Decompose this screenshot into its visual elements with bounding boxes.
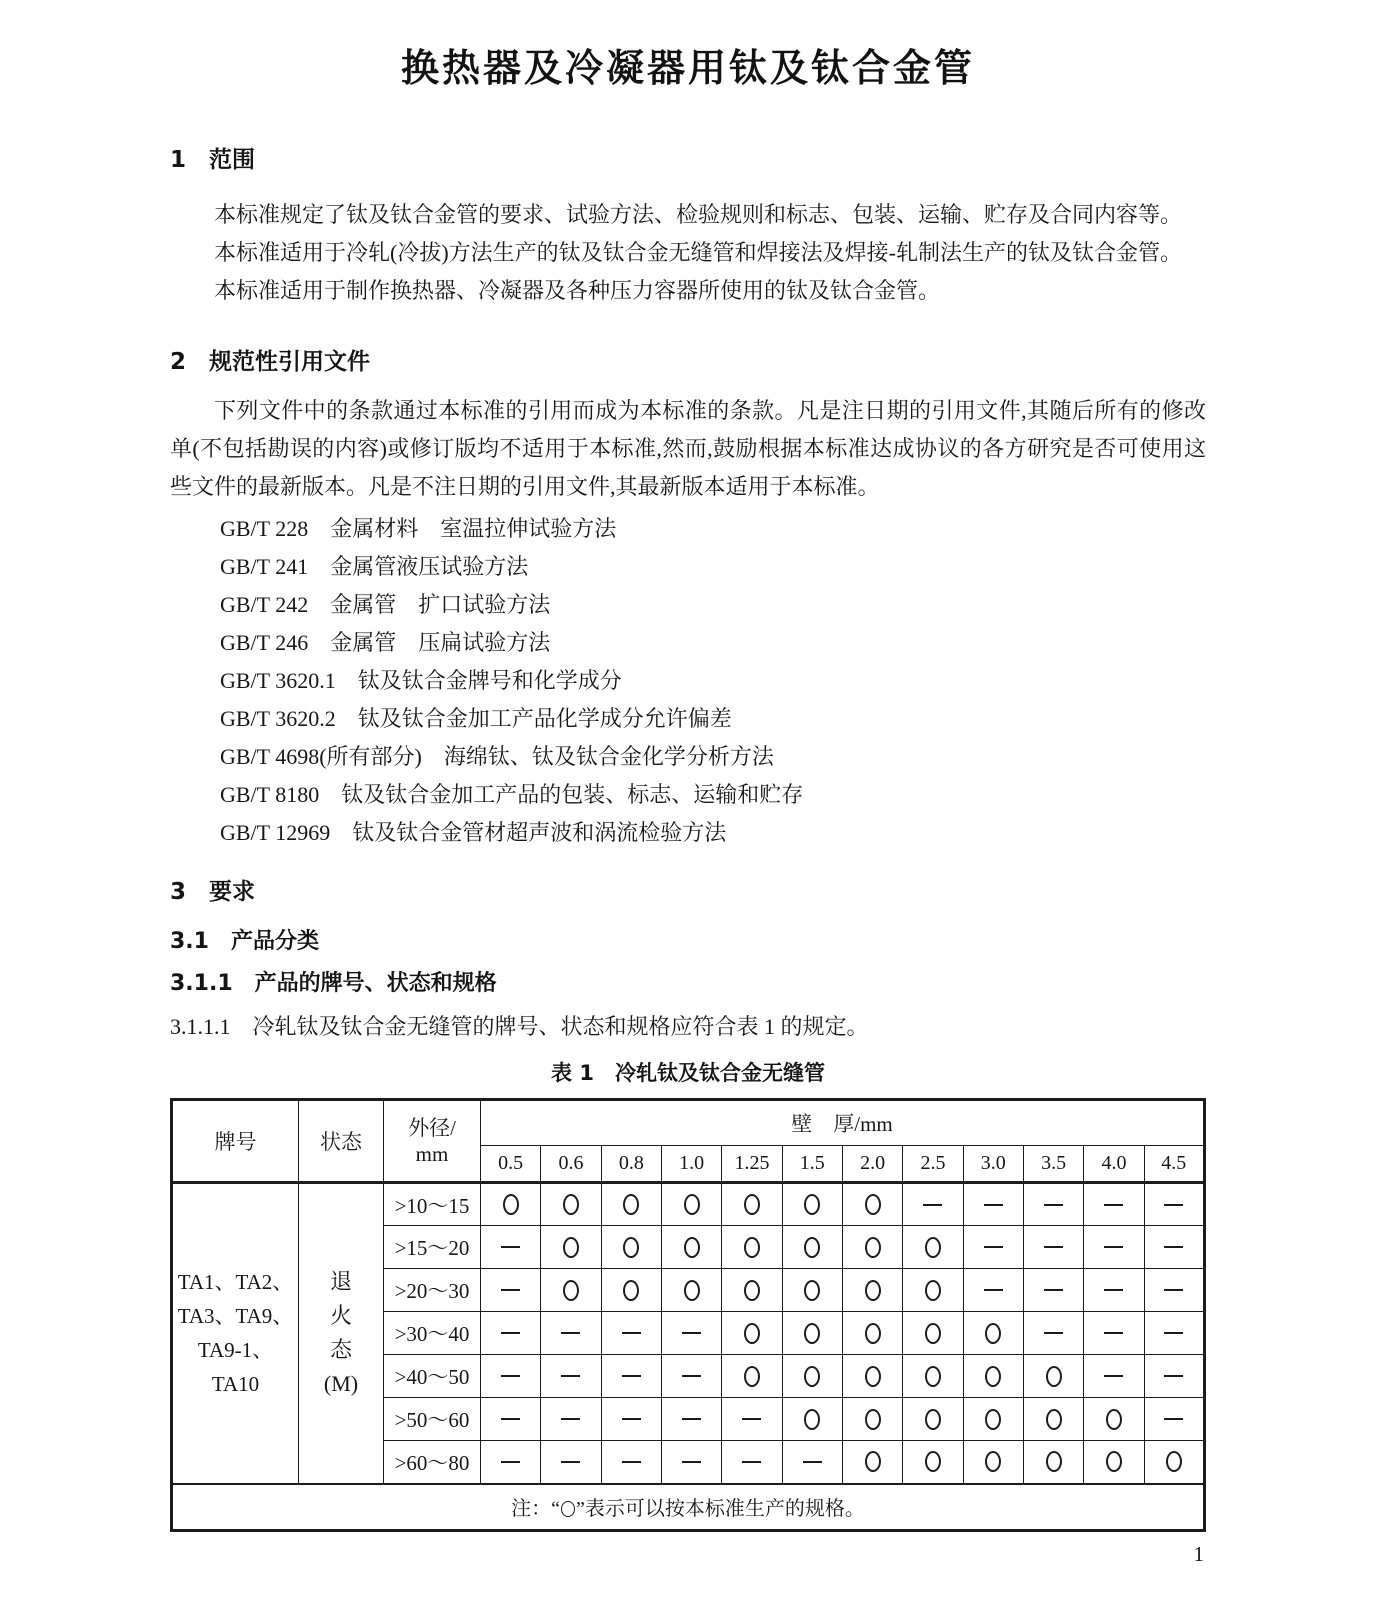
- table-note: [172, 1484, 1205, 1531]
- dash-icon: [742, 1461, 761, 1463]
- reference-item: GB/T 228 金属材料 室温拉伸试验方法: [220, 516, 617, 541]
- circle-icon: [744, 1323, 760, 1344]
- thickness-col-header: 1.5: [782, 1146, 842, 1183]
- section-1-paragraph: 本标准规定了钛及钛合金管的要求、试验方法、检验规则和标志、包装、运输、贮存及合同内容等。: [214, 202, 1183, 227]
- dash-icon: [1104, 1289, 1123, 1291]
- unavailable-cell: [1023, 1269, 1083, 1312]
- circle-icon: [804, 1280, 820, 1301]
- table-1-note-row: [172, 1484, 1205, 1531]
- circle-icon: [561, 1501, 575, 1517]
- dash-icon: [682, 1375, 701, 1377]
- available-cell: [601, 1269, 661, 1312]
- state-line: (M): [323, 1371, 359, 1397]
- circle-icon: [1106, 1409, 1122, 1430]
- available-cell: [722, 1183, 782, 1226]
- dash-icon: [622, 1461, 641, 1463]
- grade-line: TA9-1、: [197, 1338, 274, 1363]
- od-range-cell: >50～60: [384, 1398, 481, 1441]
- dash-icon: [984, 1246, 1003, 1248]
- dash-icon: [1044, 1289, 1063, 1291]
- table-1-header: [172, 1100, 1205, 1183]
- thickness-col-header: 3.0: [963, 1146, 1023, 1183]
- circle-icon: [925, 1451, 941, 1472]
- grade-line: TA10: [211, 1372, 260, 1397]
- available-cell: [541, 1226, 601, 1269]
- available-cell: [963, 1441, 1023, 1484]
- available-cell: [842, 1355, 902, 1398]
- dash-icon: [501, 1461, 520, 1463]
- circle-icon: [744, 1280, 760, 1301]
- circle-icon: [503, 1194, 519, 1215]
- note-text-prefix: 注：“: [511, 1498, 560, 1520]
- unavailable-cell: [722, 1398, 782, 1441]
- unavailable-cell: [481, 1226, 541, 1269]
- dash-icon: [622, 1332, 641, 1334]
- thickness-col-header: 3.5: [1023, 1146, 1083, 1183]
- circle-icon: [744, 1366, 760, 1387]
- dash-icon: [561, 1418, 580, 1420]
- od-range-cell: >15～20: [384, 1226, 481, 1269]
- dash-icon: [1164, 1289, 1183, 1291]
- section-1-paragraph: 本标准适用于冷轧(冷拔)方法生产的钛及钛合金无缝管和焊接法及焊接-轧制法生产的钛及钛合金管。: [214, 240, 1182, 265]
- dash-icon: [1164, 1204, 1183, 1206]
- circle-icon: [985, 1366, 1001, 1387]
- circle-icon: [1166, 1451, 1182, 1472]
- unavailable-cell: [1084, 1312, 1144, 1355]
- circle-icon: [623, 1194, 639, 1215]
- unavailable-cell: [963, 1269, 1023, 1312]
- circle-icon: [925, 1323, 941, 1344]
- available-cell: [963, 1355, 1023, 1398]
- available-cell: [661, 1183, 721, 1226]
- unavailable-cell: [782, 1441, 842, 1484]
- available-cell: [903, 1441, 963, 1484]
- thickness-col-header: 1.25: [722, 1146, 782, 1183]
- unavailable-cell: [541, 1355, 601, 1398]
- table-row: [172, 1183, 1205, 1226]
- unavailable-cell: [601, 1312, 661, 1355]
- state-cell: [299, 1183, 384, 1484]
- reference-item: GB/T 242 金属管 扩口试验方法: [220, 592, 551, 617]
- available-cell: [842, 1226, 902, 1269]
- available-cell: [481, 1183, 541, 1226]
- unavailable-cell: [1084, 1226, 1144, 1269]
- available-cell: [782, 1183, 842, 1226]
- document-title: 换热器及冷凝器用钛及钛合金管: [400, 46, 975, 90]
- available-cell: [782, 1269, 842, 1312]
- unavailable-cell: [1023, 1226, 1083, 1269]
- circle-icon: [623, 1280, 639, 1301]
- thickness-col-header: 2.0: [842, 1146, 902, 1183]
- available-cell: [842, 1269, 902, 1312]
- reference-list: [170, 510, 1206, 852]
- circle-icon: [804, 1409, 820, 1430]
- reference-item: GB/T 241 金属管液压试验方法: [220, 554, 529, 579]
- dash-icon: [1044, 1246, 1063, 1248]
- unavailable-cell: [661, 1441, 721, 1484]
- od-range-cell: >60～80: [384, 1441, 481, 1484]
- section-3-1-heading: 3.1 产品分类: [170, 929, 319, 954]
- section-1-paragraph: 本标准适用于制作换热器、冷凝器及各种压力容器所使用的钛及钛合金管。: [214, 278, 941, 303]
- thickness-col-header: 0.6: [541, 1146, 601, 1183]
- unavailable-cell: [541, 1398, 601, 1441]
- circle-icon: [563, 1237, 579, 1258]
- circle-icon: [1046, 1409, 1062, 1430]
- dash-icon: [682, 1332, 701, 1334]
- unavailable-cell: [481, 1269, 541, 1312]
- available-cell: [661, 1269, 721, 1312]
- dash-icon: [501, 1289, 520, 1291]
- reference-item: GB/T 3620.2 钛及钛合金加工产品化学成分允许偏差: [220, 706, 732, 731]
- circle-icon: [865, 1451, 881, 1472]
- table-1-body: [172, 1183, 1205, 1484]
- circle-icon: [865, 1409, 881, 1430]
- available-cell: [782, 1226, 842, 1269]
- unavailable-cell: [601, 1398, 661, 1441]
- unavailable-cell: [1023, 1183, 1083, 1226]
- state-line: 退: [329, 1269, 352, 1295]
- dash-icon: [1164, 1375, 1183, 1377]
- circle-icon: [563, 1194, 579, 1215]
- table-1: [170, 1098, 1206, 1532]
- circle-icon: [744, 1194, 760, 1215]
- available-cell: [1084, 1398, 1144, 1441]
- unavailable-cell: [903, 1183, 963, 1226]
- dash-icon: [501, 1332, 520, 1334]
- col-header-wall-thickness: 壁 厚/mm: [481, 1100, 1205, 1146]
- available-cell: [842, 1312, 902, 1355]
- dash-icon: [561, 1332, 580, 1334]
- dash-icon: [1044, 1204, 1063, 1206]
- dash-icon: [561, 1461, 580, 1463]
- thickness-col-header: 4.5: [1144, 1146, 1204, 1183]
- circle-icon: [684, 1194, 700, 1215]
- unavailable-cell: [963, 1183, 1023, 1226]
- clause-3-1-1-1: 3.1.1.1 冷轧钛及钛合金无缝管的牌号、状态和规格应符合表 1 的规定。: [170, 1014, 869, 1039]
- circle-icon: [865, 1237, 881, 1258]
- dash-icon: [501, 1246, 520, 1248]
- available-cell: [1023, 1398, 1083, 1441]
- unavailable-cell: [722, 1441, 782, 1484]
- available-cell: [1144, 1441, 1204, 1484]
- od-range-cell: >40～50: [384, 1355, 481, 1398]
- dash-icon: [923, 1204, 942, 1206]
- circle-icon: [865, 1366, 881, 1387]
- unavailable-cell: [541, 1441, 601, 1484]
- unavailable-cell: [1144, 1398, 1204, 1441]
- circle-icon: [865, 1280, 881, 1301]
- od-range-cell: >30～40: [384, 1312, 481, 1355]
- section-1-heading: 1 范围: [170, 147, 256, 173]
- available-cell: [782, 1398, 842, 1441]
- unavailable-cell: [1084, 1269, 1144, 1312]
- available-cell: [842, 1441, 902, 1484]
- unavailable-cell: [541, 1312, 601, 1355]
- unavailable-cell: [1144, 1183, 1204, 1226]
- unavailable-cell: [481, 1312, 541, 1355]
- reference-item: GB/T 8180 钛及钛合金加工产品的包装、标志、运输和贮存: [220, 782, 804, 807]
- available-cell: [963, 1312, 1023, 1355]
- dash-icon: [984, 1204, 1003, 1206]
- circle-icon: [985, 1323, 1001, 1344]
- page-content: [170, 0, 1206, 1567]
- section-2-heading: 2 规范性引用文件: [170, 349, 371, 375]
- circle-icon: [1046, 1451, 1062, 1472]
- reference-item: GB/T 246 金属管 压扁试验方法: [220, 630, 551, 655]
- circle-icon: [744, 1237, 760, 1258]
- available-cell: [722, 1269, 782, 1312]
- od-range-cell: >10～15: [384, 1183, 481, 1226]
- dash-icon: [1164, 1246, 1183, 1248]
- available-cell: [541, 1269, 601, 1312]
- available-cell: [782, 1355, 842, 1398]
- dash-icon: [1104, 1332, 1123, 1334]
- dash-icon: [622, 1375, 641, 1377]
- dash-icon: [622, 1418, 641, 1420]
- circle-icon: [623, 1237, 639, 1258]
- circle-icon: [563, 1280, 579, 1301]
- available-cell: [722, 1312, 782, 1355]
- circle-icon: [804, 1323, 820, 1344]
- available-cell: [842, 1183, 902, 1226]
- available-cell: [601, 1226, 661, 1269]
- thickness-col-header: 4.0: [1084, 1146, 1144, 1183]
- unavailable-cell: [1084, 1183, 1144, 1226]
- available-cell: [661, 1226, 721, 1269]
- available-cell: [601, 1183, 661, 1226]
- thickness-col-header: 2.5: [903, 1146, 963, 1183]
- section-3-heading: 3 要求: [170, 879, 256, 905]
- dash-icon: [501, 1418, 520, 1420]
- thickness-col-header: 0.5: [481, 1146, 541, 1183]
- available-cell: [782, 1312, 842, 1355]
- unavailable-cell: [1084, 1355, 1144, 1398]
- unavailable-cell: [601, 1441, 661, 1484]
- available-cell: [903, 1355, 963, 1398]
- available-cell: [1023, 1355, 1083, 1398]
- available-cell: [903, 1312, 963, 1355]
- thickness-col-header: 1.0: [661, 1146, 721, 1183]
- reference-item: GB/T 3620.1 钛及钛合金牌号和化学成分: [220, 668, 622, 693]
- od-range-cell: >20～30: [384, 1269, 481, 1312]
- dash-icon: [984, 1289, 1003, 1291]
- dash-icon: [682, 1418, 701, 1420]
- dash-icon: [501, 1375, 520, 1377]
- dash-icon: [1044, 1332, 1063, 1334]
- col-header-od-line2: mm: [415, 1142, 449, 1166]
- grade-cell: [172, 1183, 299, 1484]
- available-cell: [1084, 1441, 1144, 1484]
- available-cell: [963, 1398, 1023, 1441]
- unavailable-cell: [661, 1312, 721, 1355]
- circle-icon: [925, 1237, 941, 1258]
- available-cell: [903, 1226, 963, 1269]
- unavailable-cell: [481, 1398, 541, 1441]
- grade-line: TA3、TA9、: [177, 1304, 294, 1329]
- unavailable-cell: [1144, 1269, 1204, 1312]
- note-text-suffix: ”表示可以按本标准生产的规格。: [576, 1498, 865, 1520]
- dash-icon: [1164, 1332, 1183, 1334]
- unavailable-cell: [1144, 1226, 1204, 1269]
- dash-icon: [1104, 1246, 1123, 1248]
- available-cell: [541, 1183, 601, 1226]
- available-cell: [903, 1398, 963, 1441]
- dash-icon: [1104, 1375, 1123, 1377]
- unavailable-cell: [481, 1355, 541, 1398]
- col-header-od: [384, 1100, 481, 1183]
- dash-icon: [742, 1418, 761, 1420]
- col-header-state: 状态: [299, 1100, 384, 1183]
- unavailable-cell: [481, 1441, 541, 1484]
- circle-icon: [684, 1237, 700, 1258]
- circle-icon: [985, 1451, 1001, 1472]
- dash-icon: [803, 1461, 822, 1463]
- col-header-od-line1: 外径/: [408, 1116, 456, 1140]
- unavailable-cell: [1144, 1312, 1204, 1355]
- grade-line: TA1、TA2、: [177, 1270, 294, 1295]
- circle-icon: [804, 1237, 820, 1258]
- reference-item: GB/T 4698(所有部分) 海绵钛、钛及钛合金化学分析方法: [220, 744, 774, 769]
- circle-icon: [1106, 1451, 1122, 1472]
- circle-icon: [925, 1409, 941, 1430]
- unavailable-cell: [963, 1226, 1023, 1269]
- thickness-col-header: 0.8: [601, 1146, 661, 1183]
- unavailable-cell: [661, 1398, 721, 1441]
- circle-icon: [1046, 1366, 1062, 1387]
- unavailable-cell: [1144, 1355, 1204, 1398]
- circle-icon: [985, 1409, 1001, 1430]
- available-cell: [842, 1398, 902, 1441]
- available-cell: [903, 1269, 963, 1312]
- dash-icon: [561, 1375, 580, 1377]
- circle-icon: [804, 1194, 820, 1215]
- available-cell: [1023, 1441, 1083, 1484]
- section-3-1-1-heading: 3.1.1 产品的牌号、状态和规格: [170, 971, 497, 996]
- circle-icon: [684, 1280, 700, 1301]
- unavailable-cell: [601, 1355, 661, 1398]
- circle-icon: [804, 1366, 820, 1387]
- available-cell: [722, 1355, 782, 1398]
- unavailable-cell: [1023, 1312, 1083, 1355]
- available-cell: [722, 1226, 782, 1269]
- table-1-caption: 表 1 冷轧钛及钛合金无缝管: [551, 1061, 825, 1085]
- dash-icon: [682, 1461, 701, 1463]
- circle-icon: [865, 1323, 881, 1344]
- dash-icon: [1164, 1418, 1183, 1420]
- circle-icon: [925, 1366, 941, 1387]
- section-2-intro: 下列文件中的条款通过本标准的引用而成为本标准的条款。凡是注日期的引用文件,其随后所有的修改单(不包括勘误的内容)或修订版均不适用于本标准,然而,鼓励根据本标准达成协议的各方研究是否可使用这些文件的最新版本。凡是不注日期的引用文件,其最新版本适用于本标准。: [170, 398, 1206, 499]
- state-line: 火: [329, 1303, 352, 1329]
- circle-icon: [925, 1280, 941, 1301]
- state-line: 态: [329, 1337, 352, 1363]
- reference-item: GB/T 12969 钛及钛合金管材超声波和涡流检验方法: [220, 820, 727, 845]
- col-header-grade: 牌号: [172, 1100, 299, 1183]
- unavailable-cell: [661, 1355, 721, 1398]
- circle-icon: [865, 1194, 881, 1215]
- page-number: 1: [1193, 1541, 1204, 1566]
- dash-icon: [1104, 1204, 1123, 1206]
